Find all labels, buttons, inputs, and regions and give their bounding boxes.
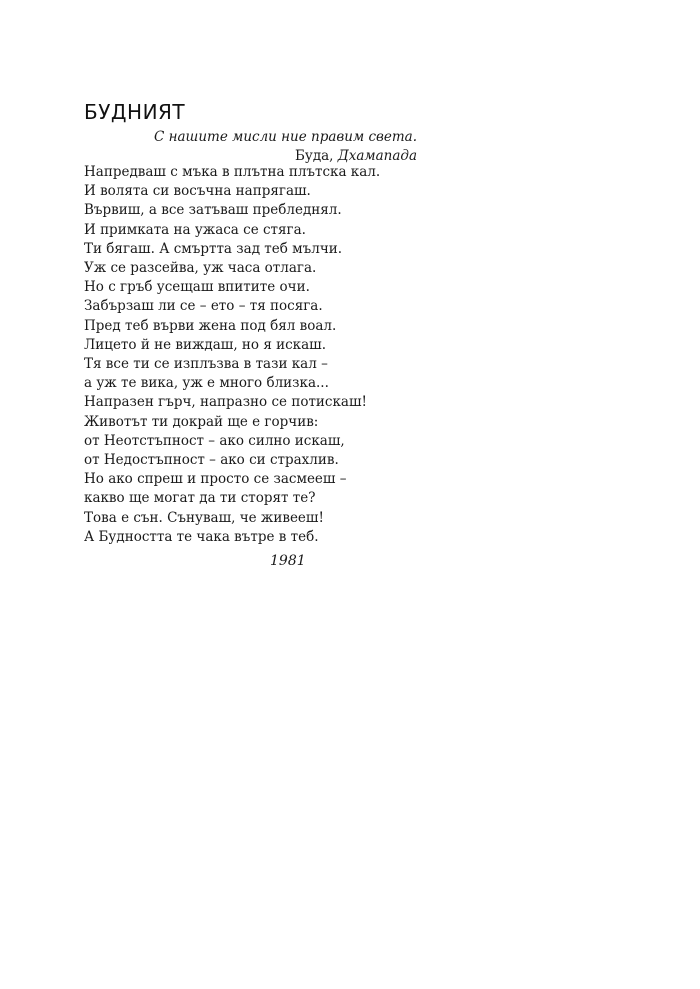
poem-line: от Неотстъпност – ако силно искаш, xyxy=(84,432,345,449)
poem-year: 1981 xyxy=(270,553,306,569)
poem-line: Животът ти докрай ще е горчив: xyxy=(84,413,319,430)
poem-line: Уж се разсейва, уж часа отлага. xyxy=(84,260,317,277)
poem-line: Но с гръб усещаш впитите очи. xyxy=(84,279,310,296)
poem-line: Но ако спреш и просто се засмееш – xyxy=(84,471,347,488)
poem-line: а уж те вика, уж е много близка... xyxy=(84,375,329,392)
poem-line: И примката на ужаса се стяга. xyxy=(84,221,306,238)
poem-line: И волята си восъчна напрягаш. xyxy=(84,183,311,200)
epigraph xyxy=(84,128,417,166)
poem-title: БУДНИЯТ xyxy=(84,100,186,124)
poem-body xyxy=(84,163,504,547)
epigraph-author: Буда, xyxy=(294,148,338,164)
poem-line: какво ще могат да ти сторят те? xyxy=(84,490,316,507)
poem-line: Това е сън. Сънуваш, че живееш! xyxy=(84,509,324,526)
poem-line: Тя все ти се изплъзва в тази кал – xyxy=(84,356,328,373)
poem-line: от Недостъпност – ако си страхлив. xyxy=(84,452,339,469)
poem-line: Напредваш с мъка в плътна плътска кал. xyxy=(84,164,381,180)
poem-line: А Будността те чака вътре в теб. xyxy=(84,528,319,545)
epigraph-work: Дхамапада xyxy=(337,148,417,164)
poem-line: Напразен гърч, напразно се потискаш! xyxy=(84,394,367,411)
poem-line: Ти бягаш. А смъртта зад теб мълчи. xyxy=(84,240,343,257)
poem-line: Забързаш ли се – ето – тя посяга. xyxy=(84,298,323,315)
epigraph-quote: С нашите мисли ние правим света. xyxy=(154,129,417,145)
poem-line: Пред теб върви жена под бял воал. xyxy=(84,317,337,334)
poem-line: Лицето й не виждаш, но я искаш. xyxy=(84,336,327,353)
poem-line: Вървиш, а все затъваш пребледнял. xyxy=(84,202,342,219)
